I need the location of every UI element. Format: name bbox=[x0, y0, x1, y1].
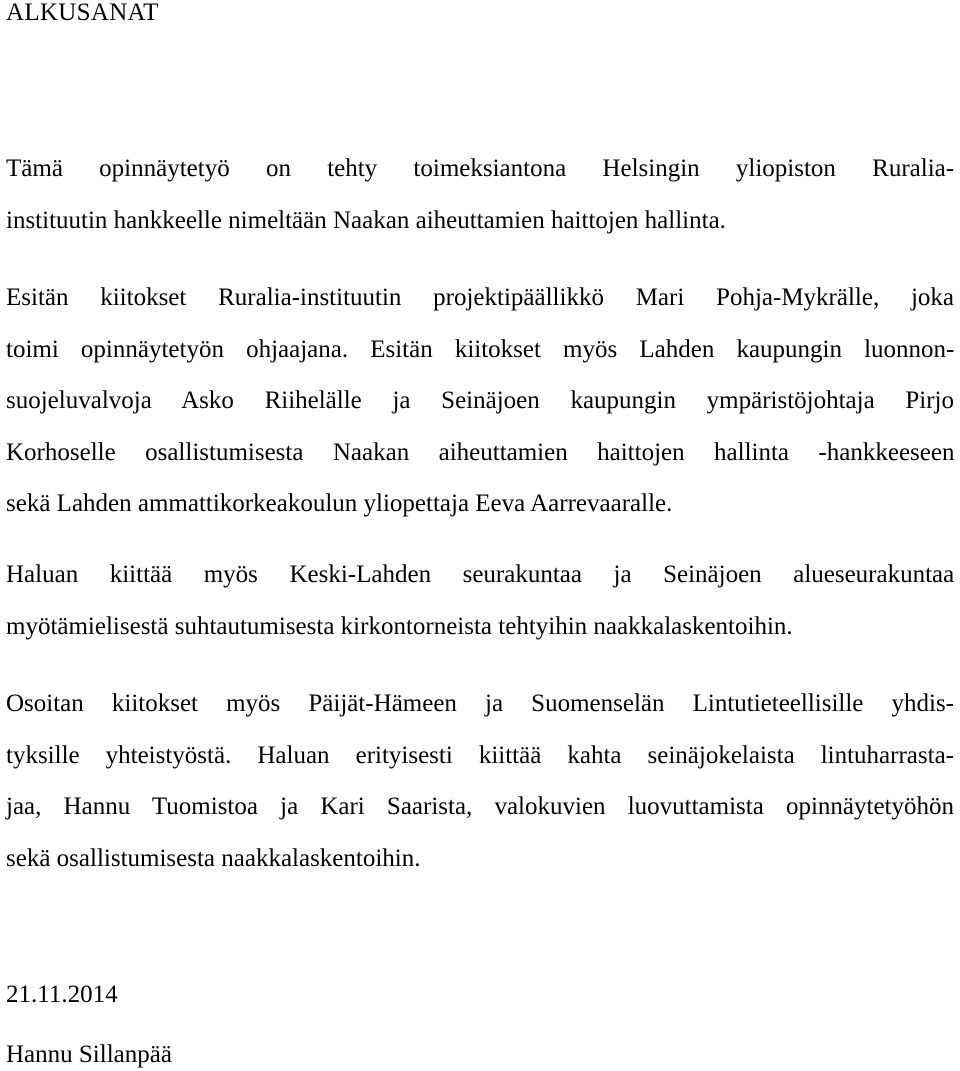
text-line: Osoitan kiitokset myös Päijät-Hämeen ja Suomenselän Lintutieteellisille yhdis- bbox=[6, 690, 954, 717]
text-line: instituutin hankkeelle nimeltään Naakan aiheuttamien haittojen hallinta. bbox=[6, 206, 726, 234]
page-title: ALKUSANAT bbox=[6, 0, 159, 26]
text-line: Korhoselle osallistumisesta Naakan aiheuttamien haittojen hallinta -hankkeeseen bbox=[6, 438, 955, 466]
text-line: sekä osallistumisesta naakkalaskentoihin. bbox=[6, 844, 421, 872]
text-line: sekä Lahden ammattikorkeakoulun yliopettaja Eeva Aarrevaaralle. bbox=[6, 490, 673, 517]
paragraph-thanks-supervisors bbox=[6, 272, 954, 530]
signature-date: 21.11.2014 bbox=[6, 981, 118, 1008]
paragraph-thanks-associations bbox=[6, 678, 954, 884]
paragraph-thanks-parishes bbox=[6, 549, 954, 652]
text-line: Tämä opinnäytetyö on tehty toimeksiantona Helsingin yliopiston Ruralia- bbox=[6, 155, 955, 182]
signature-author: Hannu Sillanpää bbox=[6, 1041, 172, 1068]
text-line: tyksille yhteistyöstä. Haluan erityisesti kiittää kahta seinäjokelaista lintuharrasta- bbox=[6, 741, 954, 769]
text-line: myötämielisestä suhtautumisesta kirkontorneista tehtyihin naakkalaskentoihin. bbox=[6, 612, 793, 640]
text-line: toimi opinnäytetyön ohjaajana. Esitän kiitokset myös Lahden kaupungin luonnon- bbox=[6, 335, 955, 363]
paragraph-commission bbox=[6, 143, 954, 246]
text-line: Haluan kiittää myös Keski-Lahden seurakuntaa ja Seinäjoen alueseurakuntaa bbox=[6, 561, 955, 588]
text-line: jaa, Hannu Tuomistoa ja Kari Saarista, valokuvien luovuttamista opinnäytetyöhön bbox=[6, 793, 954, 820]
text-line: suojeluvalvoja Asko Riihelälle ja Seinäjoen kaupungin ympäristöjohtaja Pirjo bbox=[6, 387, 954, 414]
text-line: Esitän kiitokset Ruralia-instituutin projektipäällikkö Mari Pohja-Mykrälle, joka bbox=[6, 284, 954, 311]
